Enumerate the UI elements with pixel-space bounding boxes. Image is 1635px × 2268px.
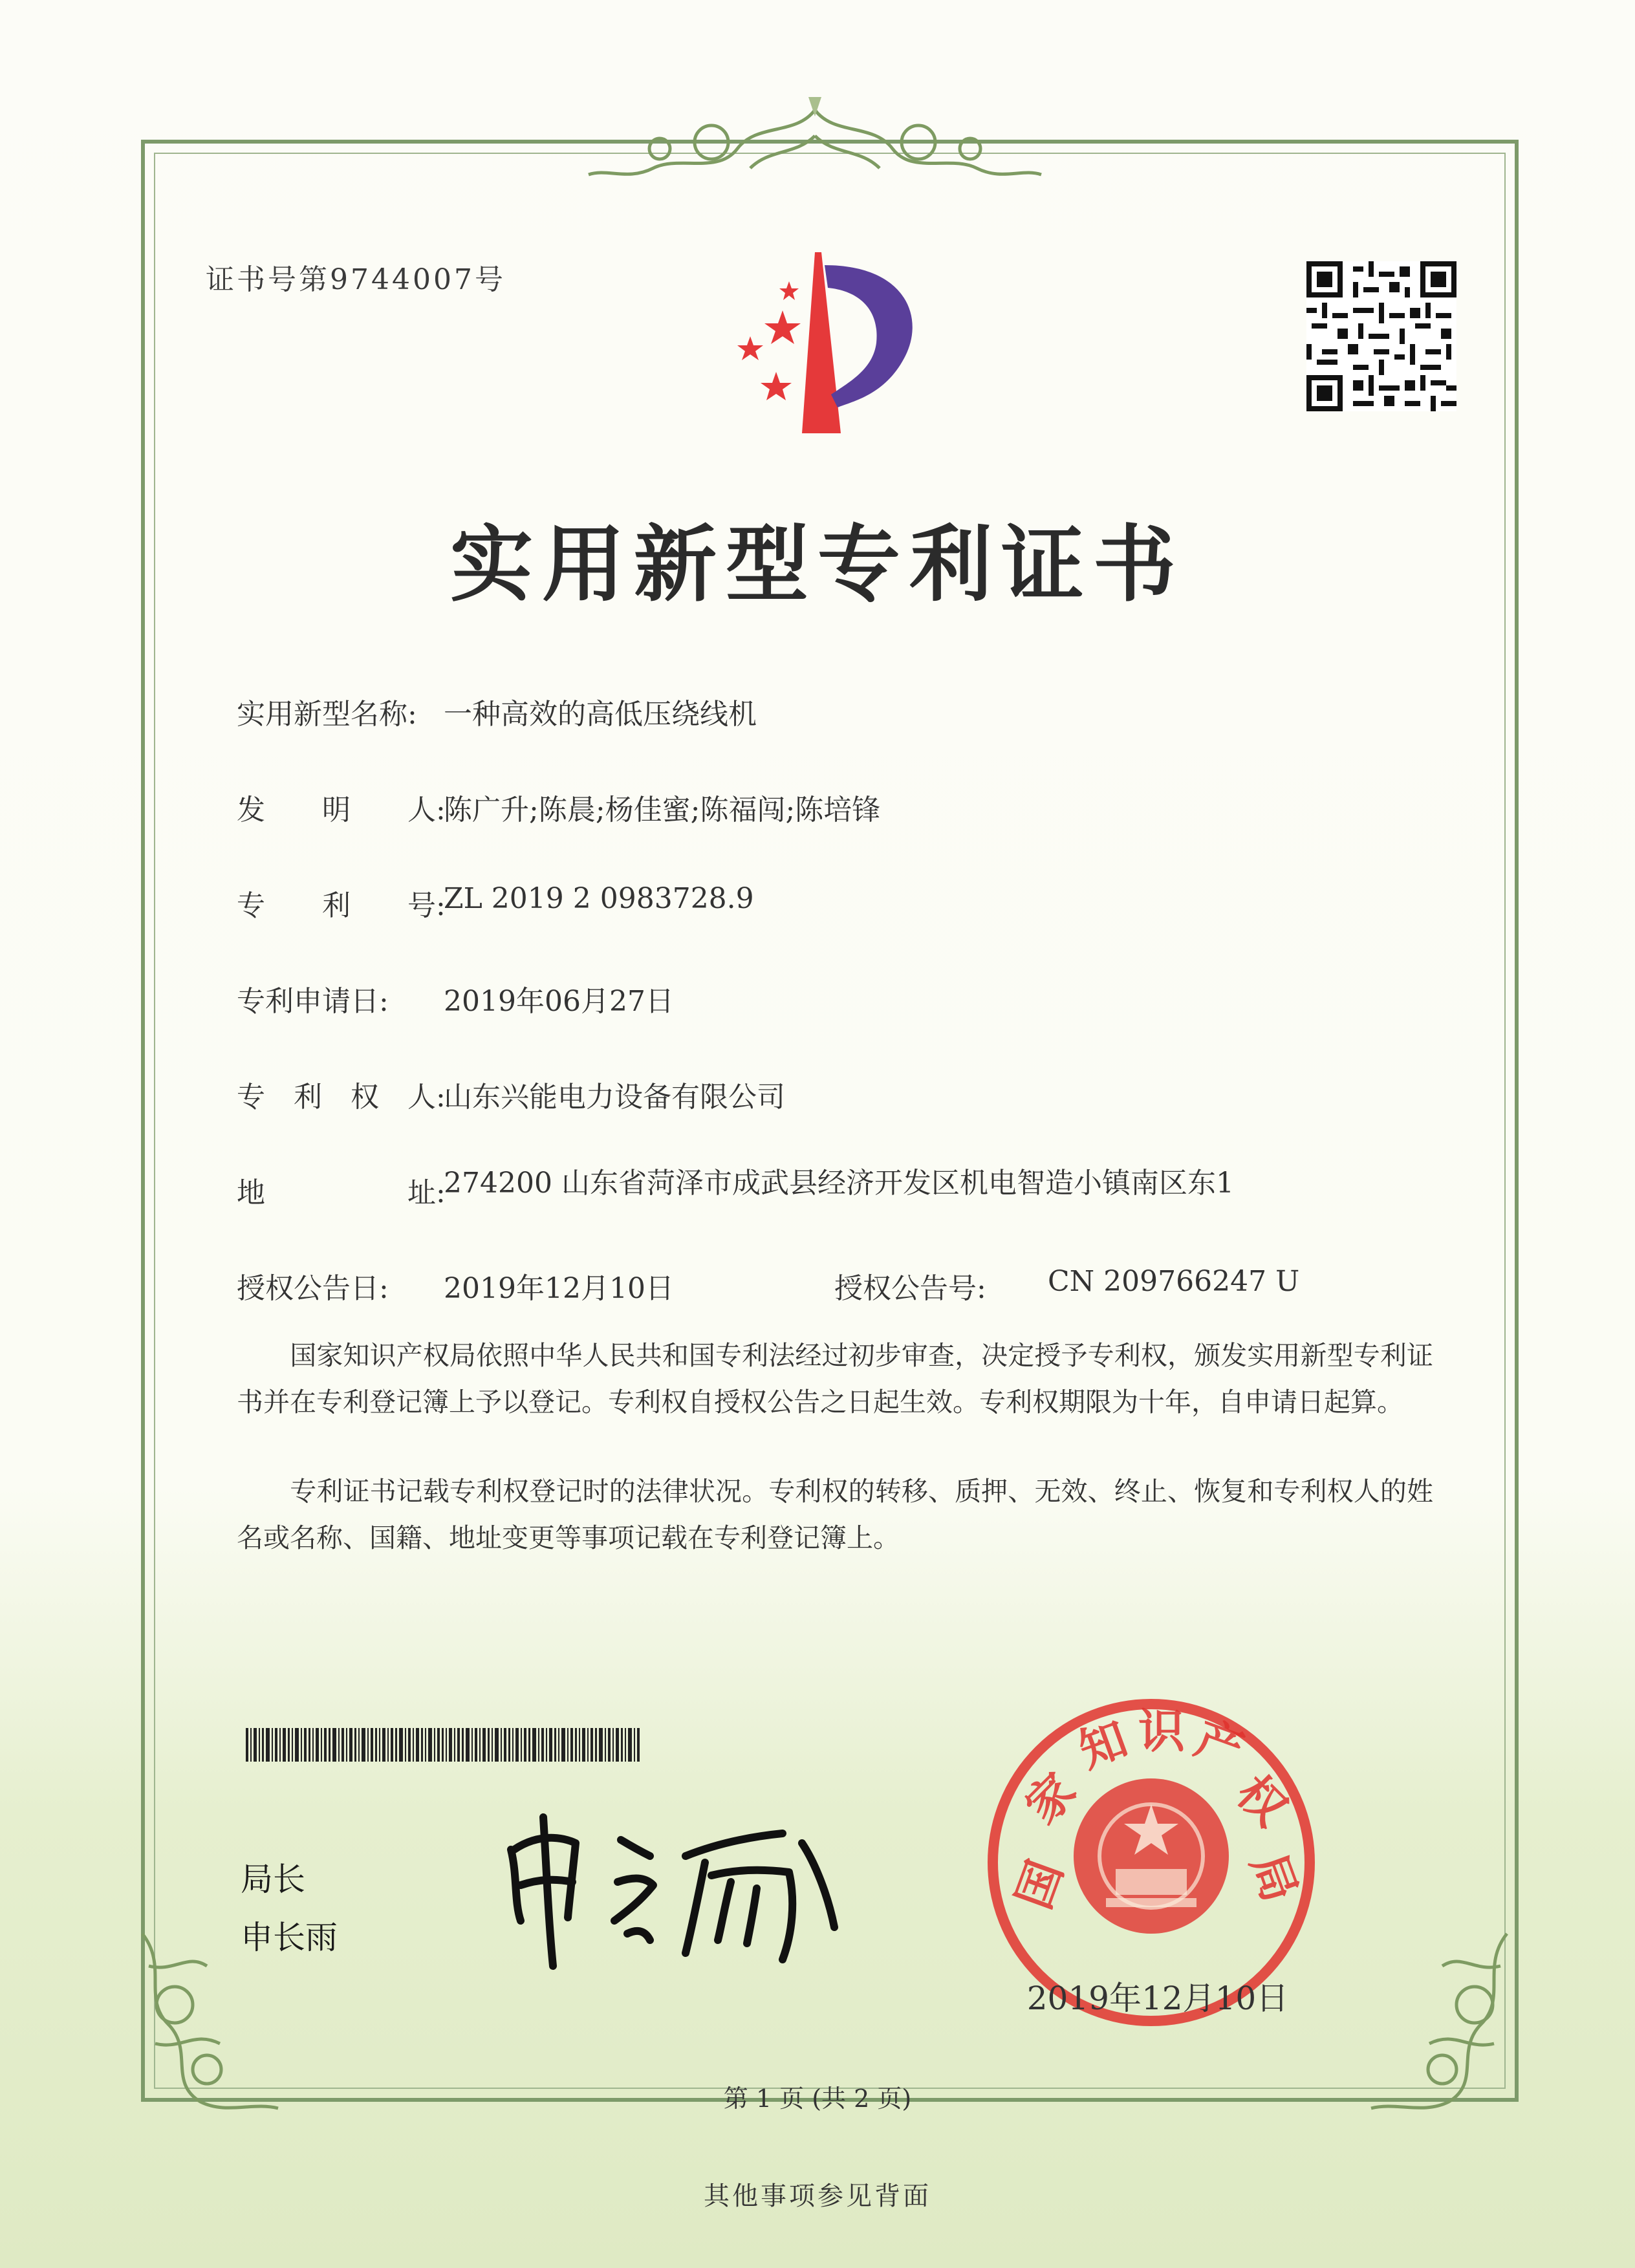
paragraph-legal-status: 专利证书记载专利权登记时的法律状况。专利权的转移、质押、无效、终止、恢复和专利权人的姓名或名称、国籍、地址变更等事项记载在专利登记簿上。 bbox=[237, 1476, 1433, 1553]
signature-icon bbox=[498, 1804, 847, 1972]
field-value: 2019年06月27日 bbox=[444, 985, 674, 1018]
field-label: 实用新型名称: bbox=[237, 698, 417, 731]
field-label: 授权公告号: bbox=[834, 1272, 986, 1305]
field-value: 一种高效的高低压绕线机 bbox=[444, 698, 757, 731]
svg-text:产: 产 bbox=[1188, 1711, 1251, 1778]
svg-text:局: 局 bbox=[1240, 1846, 1308, 1909]
field-label: 专 利 权 人: bbox=[237, 1081, 446, 1114]
footer-note: 其他事项参见背面 bbox=[704, 2181, 931, 2211]
barcode-icon bbox=[246, 1728, 640, 1762]
qr-code-icon bbox=[1306, 261, 1456, 411]
field-value: ZL 2019 2 0983728.9 bbox=[444, 882, 754, 915]
field-value: 陈广升;陈晨;杨佳蜜;陈福闯;陈培锋 bbox=[444, 794, 881, 826]
field-label: 专 利 号: bbox=[237, 889, 446, 922]
field-label: 授权公告日: bbox=[237, 1272, 389, 1305]
svg-text:知: 知 bbox=[1072, 1711, 1134, 1778]
field-value: CN 209766247 U bbox=[1048, 1265, 1300, 1298]
field-label: 专利申请日: bbox=[237, 985, 389, 1018]
certificate-number: 证书号第9744007号 bbox=[206, 263, 506, 296]
director-title: 局长 bbox=[241, 1861, 305, 1898]
field-value: 2019年12月10日 bbox=[444, 1272, 674, 1305]
field-label: 发 明 人: bbox=[237, 794, 446, 826]
seal-date: 2019年12月10日 bbox=[1026, 1980, 1289, 2017]
svg-text:国: 国 bbox=[1006, 1853, 1074, 1916]
svg-text:识: 识 bbox=[1138, 1704, 1186, 1758]
svg-text:权: 权 bbox=[1226, 1765, 1298, 1837]
cnipa-logo-icon bbox=[711, 246, 957, 440]
top-ornament-icon bbox=[582, 97, 1048, 188]
certificate-title: 实用新型专利证书 bbox=[449, 517, 1185, 613]
field-value: 山东兴能电力设备有限公司 bbox=[444, 1081, 785, 1114]
svg-text:家: 家 bbox=[1015, 1762, 1087, 1834]
field-label: 地 址: bbox=[237, 1176, 446, 1209]
paragraph-grant-statement: 国家知识产权局依照中华人民共和国专利法经过初步审查，决定授予专利权，颁发实用新型专利证书并在专利登记簿上予以登记。专利权自授权公告之日起生效。专利权期限为十年，自申请日起算。 bbox=[237, 1340, 1433, 1418]
field-value: 274200 山东省菏泽市成武县经济开发区机电智造小镇南区东1 bbox=[444, 1167, 1234, 1200]
director-name: 申长雨 bbox=[241, 1919, 338, 1956]
page-number: 第 1 页 (共 2 页) bbox=[723, 2084, 912, 2113]
